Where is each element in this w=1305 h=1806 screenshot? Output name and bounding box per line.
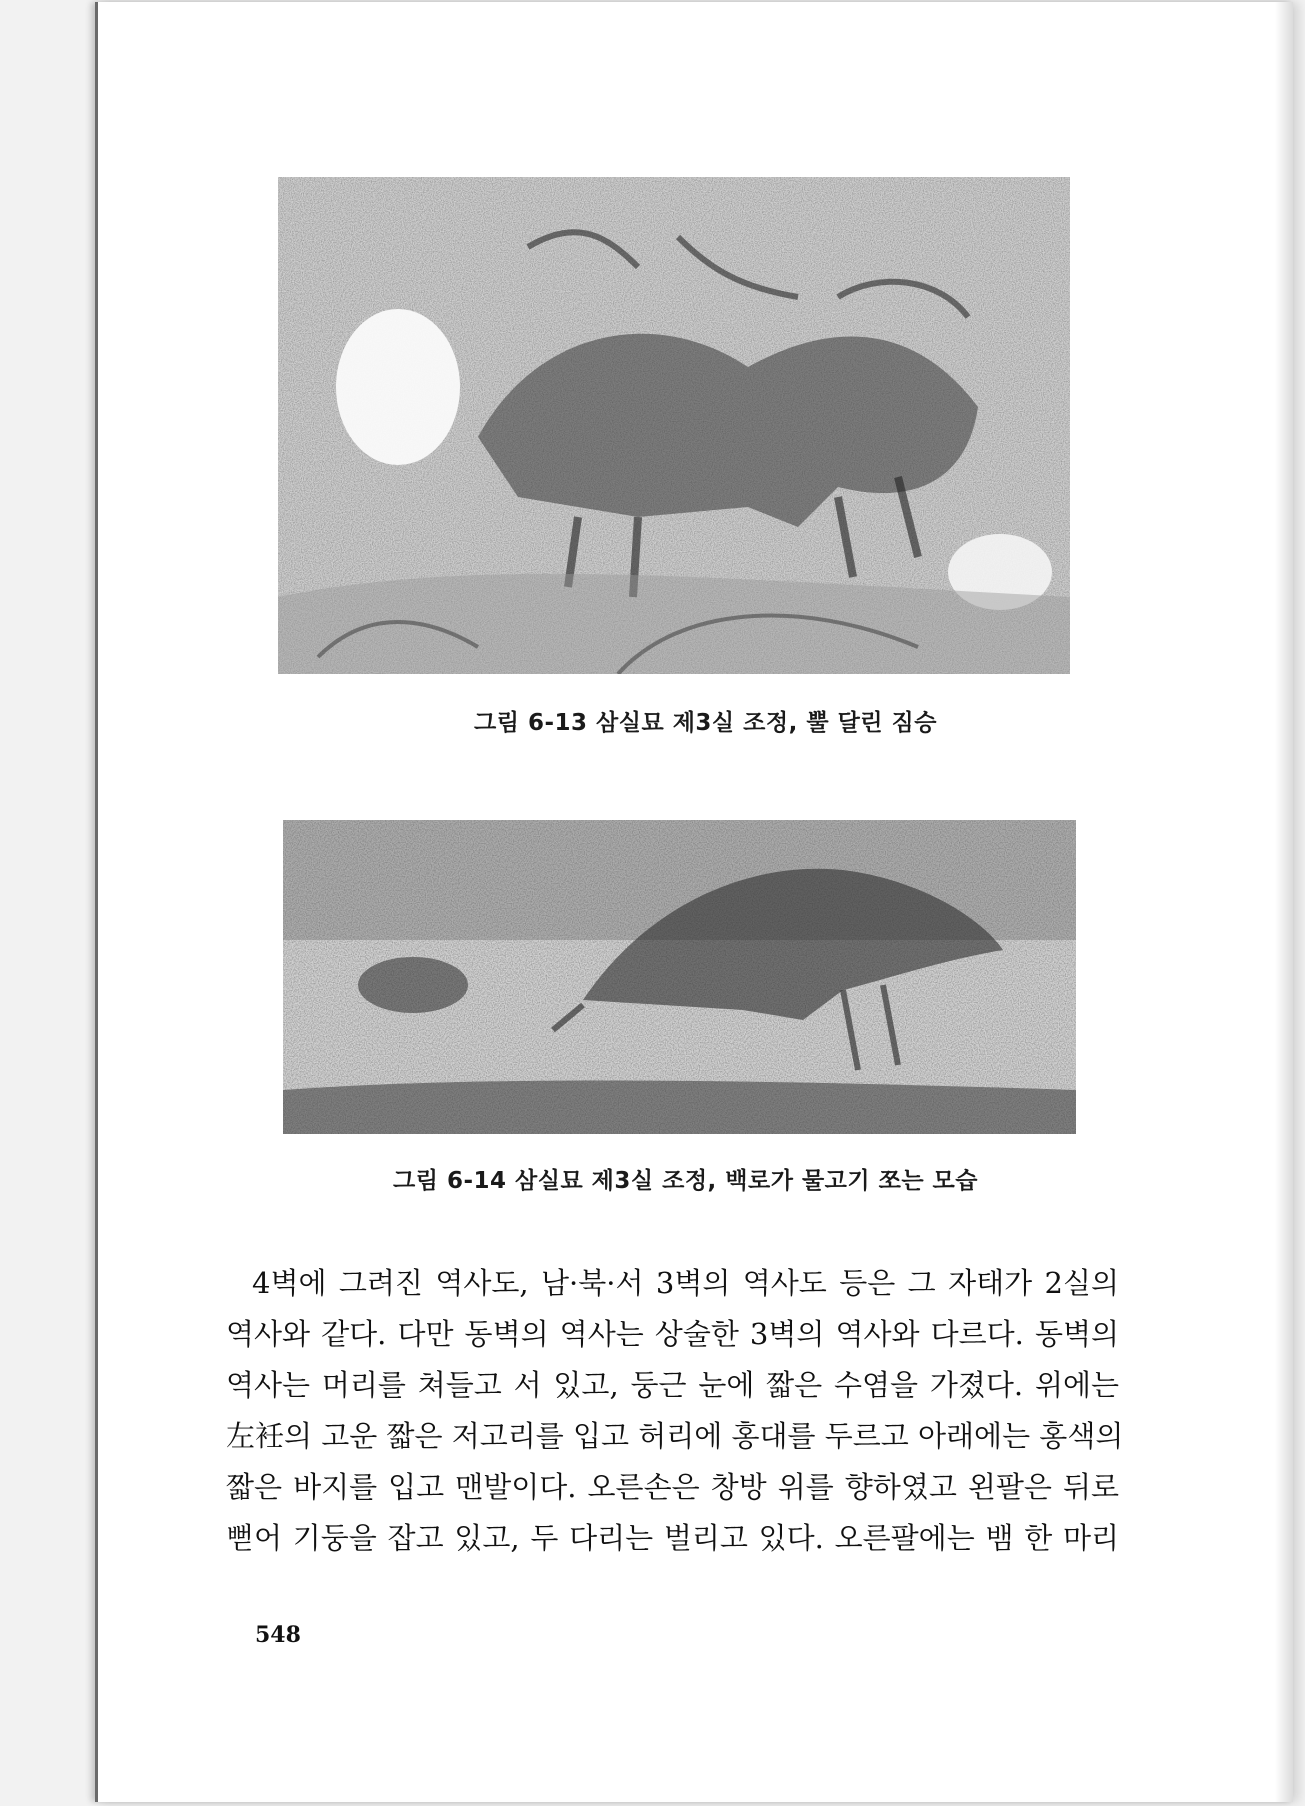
body-paragraph (226, 1258, 1124, 1564)
book-page (95, 2, 1293, 1802)
figure-6-14-image (283, 820, 1076, 1134)
figure-caption: 그림 6-14 삼실묘 제3실 조정, 백로가 물고기 쪼는 모습 (393, 1168, 978, 1194)
figure-6-13-image (278, 177, 1070, 674)
mural-horned-beast-illustration (278, 177, 1070, 674)
text-line: 짧은 바지를 입고 맨발이다. 오른손은 창방 위를 향하였고 왼팔은 뒤로 (226, 1470, 1119, 1504)
mural-egret-fish-illustration (283, 820, 1076, 1134)
text-line: 역사는 머리를 쳐들고 서 있고, 둥근 눈에 짧은 수염을 가졌다. 위에는 (226, 1368, 1119, 1402)
text-line: 4벽에 그려진 역사도, 남·북·서 3벽의 역사도 등은 그 자태가 2실의 (252, 1266, 1119, 1300)
page-number: 548 (255, 1622, 301, 1648)
text-line: 역사와 같다. 다만 동벽의 역사는 상술한 3벽의 역사와 다르다. 동벽의 (226, 1317, 1119, 1351)
text-line: 左衽의 고운 짧은 저고리를 입고 허리에 홍대를 두르고 아래에는 홍색의 (226, 1419, 1124, 1453)
figure-caption: 그림 6-13 삼실묘 제3실 조정, 뿔 달린 짐승 (474, 710, 937, 736)
text-line: 뻗어 기둥을 잡고 있고, 두 다리는 벌리고 있다. 오른팔에는 뱀 한 마리 (226, 1521, 1119, 1555)
page-edge-shadow (1275, 2, 1293, 1802)
